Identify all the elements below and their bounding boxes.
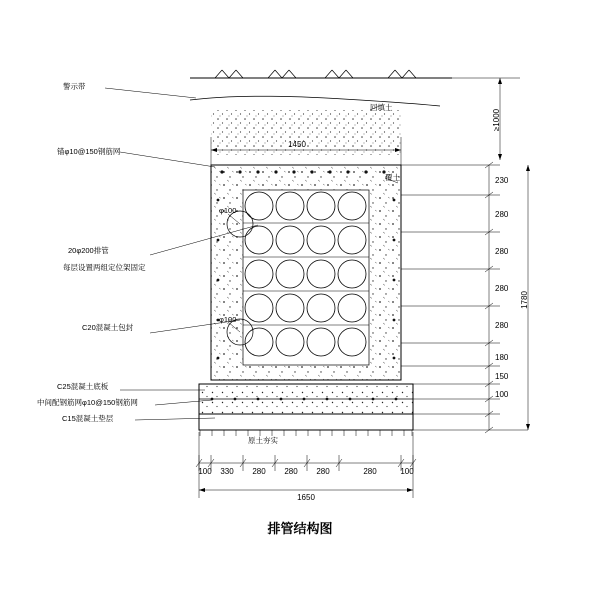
dim-right-seg-4: 280 [495,321,509,330]
dim-bottom-seg-5: 280 [363,467,377,476]
dim-bottom-seg-0: 100 [198,467,212,476]
dim-bottom-width-label: 1650 [297,493,315,502]
dim-bottom-seg-4: 280 [316,467,330,476]
dim-right-seg-1: 280 [495,210,509,219]
label-concrete-c20: C20混凝土包封 [82,323,134,332]
label-base-c25: C25混凝土底板 [57,382,109,391]
label-pipes: 20φ200排管 [68,246,109,255]
base-slab-group [199,384,413,436]
label-steel-mesh-top: 锚φ10@150钢筋网 [57,147,121,156]
label-subgrade: 原土夯实 [248,436,278,445]
dim-right-seg-6: 150 [495,372,509,381]
dim-right-seg-3: 280 [495,284,509,293]
drawing-title: 排管结构图 [267,521,333,536]
label-warning-tape: 警示带 [63,82,86,91]
dim-right-seg-7: 100 [495,390,509,399]
dim-bottom-seg-6: 100 [400,467,414,476]
label-cushion-c15: C15混凝土垫层 [62,414,114,423]
dim-bottom-chain [196,455,416,476]
dim-bottom-seg-3: 280 [284,467,298,476]
label-bracket-1: φ100 [219,206,237,215]
concrete-encasement [211,165,401,380]
dim-bottom-seg-2: 280 [252,467,266,476]
dim-bottom-seg-1: 330 [220,467,234,476]
ground-surface-group [190,70,452,155]
dim-right-seg-5: 180 [495,353,509,362]
label-base-mesh: 中间配钢筋网φ10@150钢筋网 [37,398,138,407]
dim-right-seg-2: 280 [495,247,509,256]
label-backfill: 回填土 [370,103,393,112]
dim-overall-height-label: 1780 [520,291,529,309]
dim-right-chain [401,78,530,433]
dim-top-width-label: 1450 [288,140,306,149]
label-pipes-note: 每层设置两组定位架固定 [63,263,146,272]
dim-cover-depth-label: ≥1000 [492,108,501,132]
dim-right-seg-0: 230 [495,176,509,185]
label-ground-mark: 覆土 [385,173,400,182]
label-bracket-2: φ100 [219,315,237,324]
